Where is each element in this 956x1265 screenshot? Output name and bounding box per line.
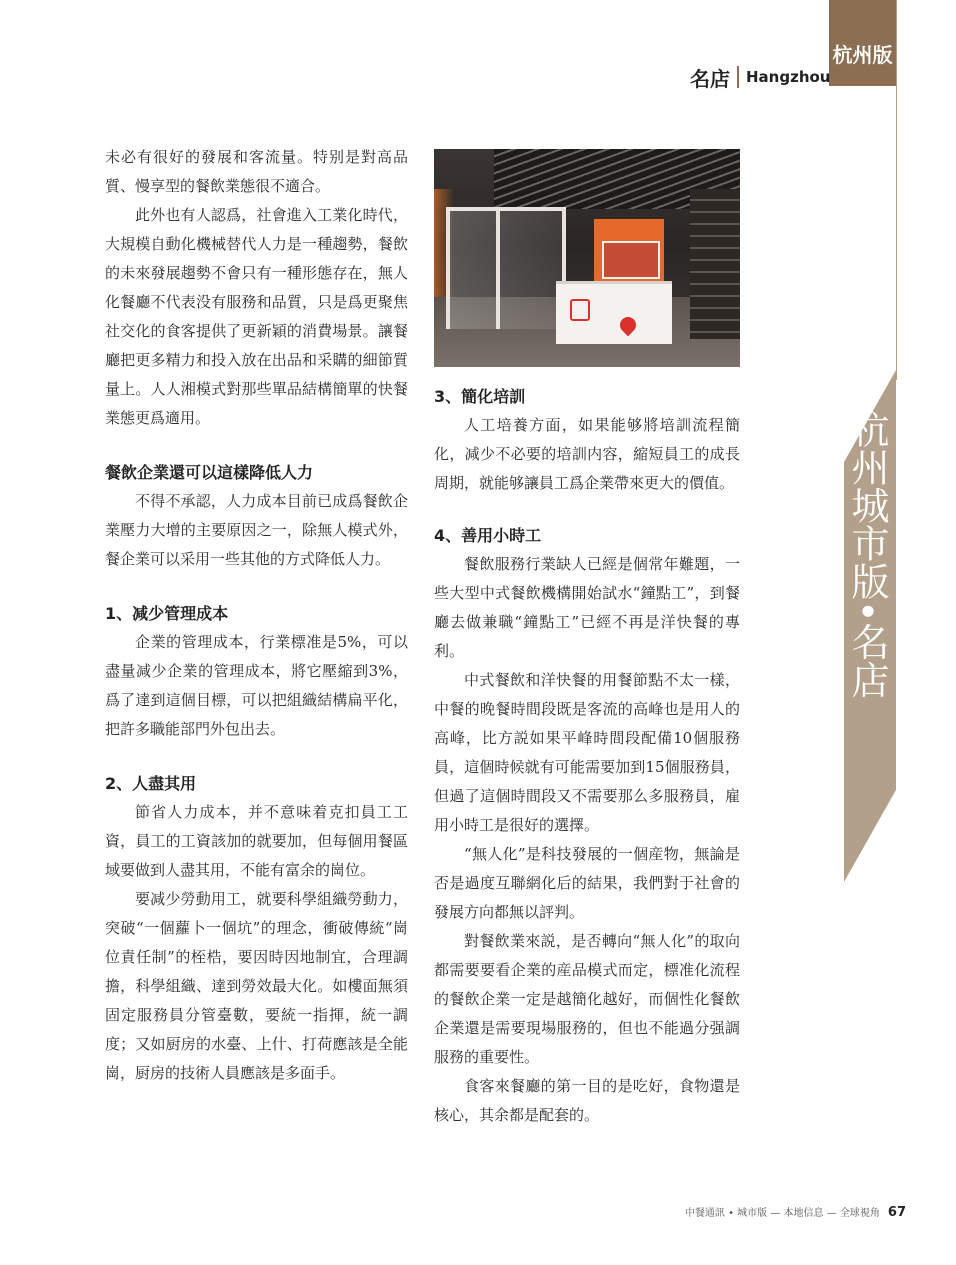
paragraph: 人工培養方面，如果能够將培訓流程簡化，减少不必要的培訓内容，縮短員工的成長周期，就能够讓員工爲企業帶來更大的價值。 xyxy=(434,416,740,492)
section-heading: 餐飲企業還可以這樣降低人力 xyxy=(105,463,314,482)
paragraph: 此外也有人認爲，社會進入工業化時代，大規模自動化機械替代人力是一種趨勢，餐飲的未來發展趨勢不會只有一種形態存在，無人化餐廳不代表没有服務和品質，只是爲更聚焦社交化的食客提供了更新穎的消費場景。讓餐廳把更多精力和投入放在出品和采購的細節質量上。人人湘模式對那些單品結構簡單的快餐業態更爲適用。 xyxy=(105,206,408,427)
section-title: 名店 xyxy=(690,66,730,91)
left-column xyxy=(105,143,408,1088)
paragraph: 中式餐飲和洋快餐的用餐節點不太一樣，中餐的晚餐時間段既是客流的高峰也是用人的高峰，比方説如果平峰時間段配備10個服務員，這個時候就有可能需要加到15個服務員，但過了這個時間段又不需要那么多服務員，雇用小時工是很好的選擇。 xyxy=(434,671,740,834)
section-heading: 4、善用小時工 xyxy=(434,526,542,545)
right-column xyxy=(434,383,740,1130)
logo-icon xyxy=(570,299,590,321)
page-number: 67 xyxy=(887,1205,906,1220)
header-divider-line xyxy=(896,0,897,380)
header-separator xyxy=(737,66,739,88)
paragraph: 要减少勞動用工，就要科學組織勞動力，突破“一個蘿卜一個坑”的理念，衝破傳統“崗位責任制”的桎梏，要因時因地制宜，合理調擔，科學組織、達到勞效最大化。如樓面無須固定服務員分管臺數，要統一指揮，統一調度；又如厨房的水臺、上什、打荷應該是全能崗，厨房的技術人員應該是多面手。 xyxy=(105,890,408,1082)
paragraph: 對餐飲業來説，是否轉向“無人化”的取向都需要要看企業的産品模式而定，標准化流程的餐飲企業一定是越簡化越好，而個性化餐飲企業還是需要現場服務的，但也不能過分强調服務的重要性。 xyxy=(434,932,740,1066)
paragraph: 不得不承認，人力成本目前已成爲餐飲企業壓力大增的主要原因之一，除無人模式外，餐企業可以采用一些其他的方式降低人力。 xyxy=(105,492,408,568)
paragraph: 企業的管理成本，行業標准是5%，可以盡量减少企業的管理成本，將它壓縮到3%，爲了達到這個目標，可以把組織結構扁平化，把許多職能部門外包出去。 xyxy=(105,633,408,738)
glass-booth xyxy=(446,207,566,329)
paragraph: “無人化”是科技發展的一個産物，無論是否是過度互聯網化后的結果，我們對于社會的發展方向都無以評判。 xyxy=(434,845,740,921)
section-heading: 1、减少管理成本 xyxy=(105,604,229,623)
edition-tab xyxy=(829,0,896,86)
paragraph: 未必有很好的發展和客流量。特别是對高品質、慢享型的餐飲業態很不適合。 xyxy=(105,148,408,195)
footer-tagline: 中餐通訊 • 城市版 — 本地信息 — 全球視角 xyxy=(684,1208,880,1219)
paragraph: 餐飲服務行業缺人已經是個常年難題，一些大型中式餐飲機構開始試水“鐘點工”，到餐廳去做兼職“鐘點工”已經不再是洋快餐的專利。 xyxy=(434,555,740,660)
paragraph: 食客來餐廳的第一目的是吃好，食物還是核心，其余都是配套的。 xyxy=(434,1077,740,1124)
page-header xyxy=(690,64,831,90)
section-heading: 3、簡化培訓 xyxy=(434,387,526,406)
restaurant-photo xyxy=(434,149,740,367)
section-heading: 2、人盡其用 xyxy=(105,774,197,793)
page-footer xyxy=(636,1204,906,1220)
paragraph: 節省人力成本，并不意味着克扣員工工資，員工的工資該加的就要加，但每個用餐區域要做到人盡其用，不能有富余的崗位。 xyxy=(105,803,408,879)
city-label: Hangzhou xyxy=(746,68,831,86)
side-banner-text: 杭州城市版•名店 xyxy=(845,410,889,699)
edition-tab-label: 杭州版 xyxy=(832,43,893,67)
